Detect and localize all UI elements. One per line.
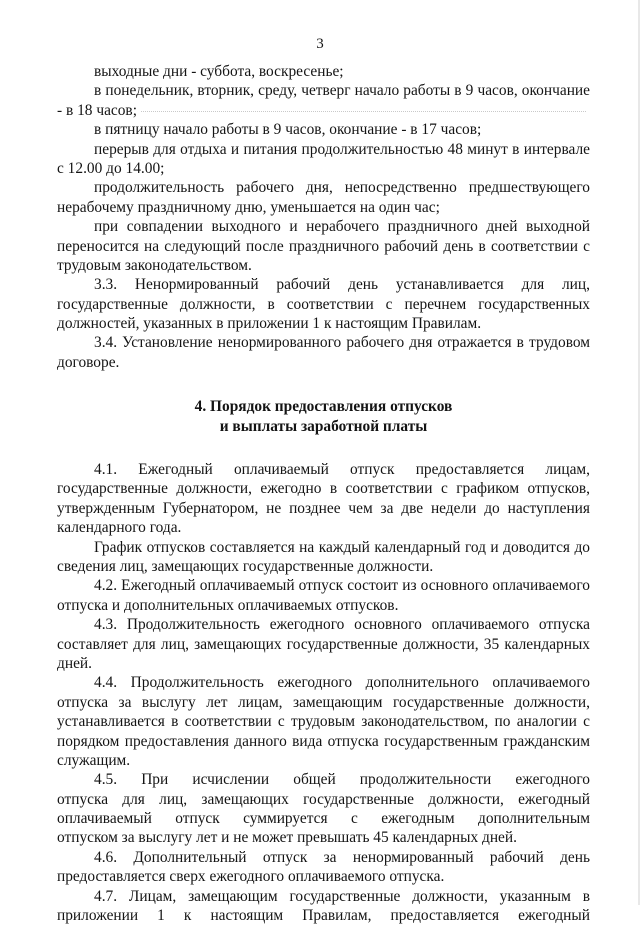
text-line: приложении 1 к настоящим Правилам, предоставляется ежегодный [57,907,590,925]
text-line: сведения лиц, замещающих государственные должности. [57,557,434,575]
spacer [57,436,590,460]
text-line: нерабочему праздничному дню, уменьшается на один час; [57,198,440,216]
section-heading: 4. Порядок предоставления отпусков [194,398,453,416]
text-line: продолжительность рабочего дня, непосредственно предшествующего [94,179,590,197]
text-line: отпуска и дополнительных оплачиваемых отпусков. [57,596,399,614]
text-line: отпуска для лиц, замещающих государственные должности, ежегодный [57,790,590,808]
text-line: 4.4. Продолжительность ежегодного дополнительного оплачиваемого [94,674,590,692]
text-line: выходные дни - суббота, воскресенье; [94,63,344,80]
text-line: государственные должности, ежегодно в соответствии с графиком отпусков, [57,480,590,498]
text-line: утвержденным Губернатором, не позднее чем за две недели до наступления [57,499,590,517]
text-line: отпуском за выслугу лет и не может превышать 45 календарных дней. [57,829,517,847]
text-line: 4.5. При исчислении общей продолжительности ежегодного [94,771,590,789]
text-line: 4.7. Лицам, замещающим государственные должности, указанным в [94,887,590,905]
text-line: 3.3. Ненормированный рабочий день устанавливается для лиц, [94,276,590,294]
page-number: 3 [316,36,324,52]
dotted-fill [141,110,586,112]
spacer [57,372,590,397]
text-line: 4.3. Продолжительность ежегодного основного оплачиваемого отпуска [94,616,590,634]
text-line: государственные должности, в соответствии с перечнем государственных [57,295,590,313]
text-line: переносится на следующий после праздничного рабочий день в соответствии с [57,237,590,255]
text-line: календарного года. [57,519,182,537]
text-line: 4.2. Ежегодный оплачиваемый отпуск состоит из основного оплачиваемого [94,577,590,595]
text-line: перерыв для отдыха и питания продолжительностью 48 минут в интервале [94,140,590,158]
text-line: в понедельник, вторник, среду, четверг начало работы в 9 часов, окончание [94,82,590,100]
text-line-content: - в 18 часов; [57,101,137,119]
text-line: составляет для лиц, замещающих государственные должности, 35 календарных [57,635,590,653]
text-line: трудовым законодательством. [57,256,252,274]
text-line: дней. [57,654,92,672]
text-line: 4.6. Дополнительный отпуск за ненормированный рабочий день [94,848,590,866]
text-line: с 12.00 до 14.00; [57,159,165,177]
text-line: 4.1. Ежегодный оплачиваемый отпуск предоставляется лицам, [94,461,590,479]
text-line: предоставляется сверх ежегодного оплачиваемого отпуска. [57,868,445,886]
text-line: устанавливается в соответствии с трудовым законодательством, по аналогии с [57,713,590,731]
text-line: должностей, указанных в приложении 1 к настоящим Правилам. [57,315,482,333]
text-line: отпуска за выслугу лет лицам, замещающим государственные должности, [57,693,590,711]
text-line: в пятницу начало работы в 9 часов, окончание - в 17 часов; [94,121,482,139]
text-line: договоре. [57,353,120,371]
text-line [57,101,590,120]
text-line: порядком предоставления данного вида отпуска государственным гражданским [57,732,590,750]
text-line: оплачиваемый отпуск суммируется с ежегодным дополнительным [57,810,590,828]
text-line: 3.4. Установление ненормированного рабочего дня отражается в трудовом [94,334,590,352]
text-line: служащим. [57,751,131,769]
text-line: при совпадении выходного и нерабочего праздничного дней выходной [94,218,590,236]
document-body [57,62,590,925]
text-line: График отпусков составляется на каждый календарный год и доводится до [94,538,590,556]
section-heading: и выплаты заработной платы [219,417,428,435]
